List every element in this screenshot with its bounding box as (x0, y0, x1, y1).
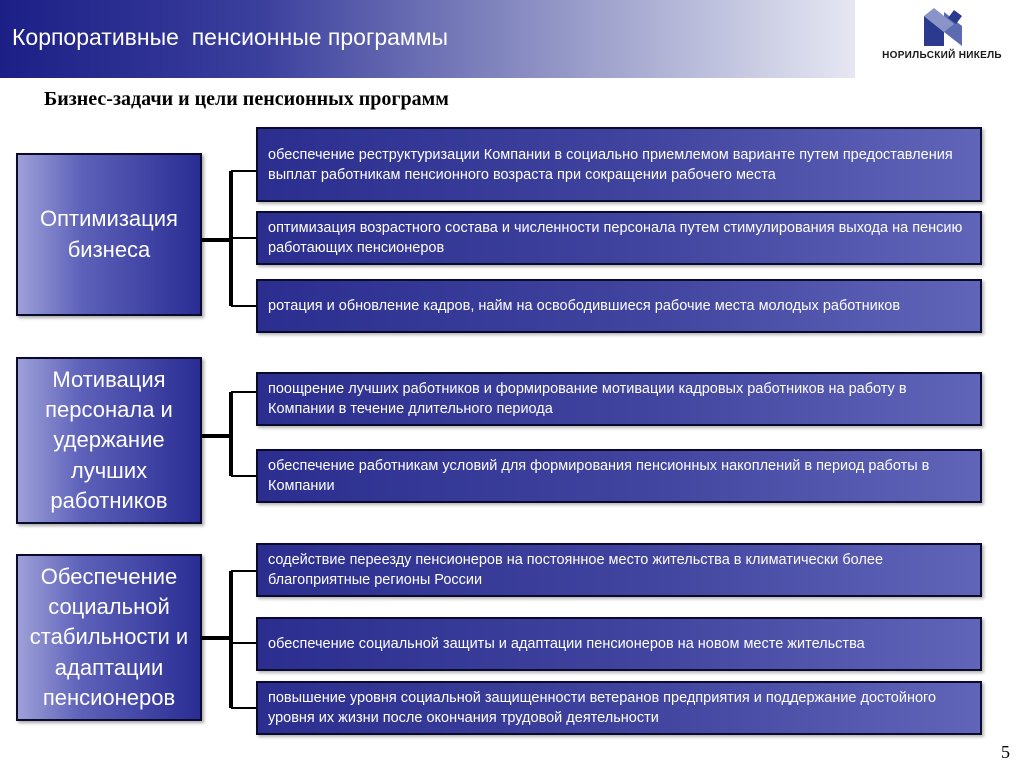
category-staff-motivation (16, 357, 202, 524)
goal-box: содействие переезду пенсионеров на постоянное место жительства в климатически более благоприятные регионы России (256, 543, 982, 597)
goal-box: повышение уровня социальной защищенности ветеранов предприятия и поддержание достойного уровня их жизни после окончания трудовой деятельности (256, 681, 982, 735)
category-label: Мотивация персонала и удержание лучших работников (45, 366, 173, 514)
logo-text: НОРИЛЬСКИЙ НИКЕЛЬ (882, 50, 1002, 61)
category-social-stability (16, 554, 202, 721)
goal-box: обеспечение работникам условий для формирования пенсионных накоплений в период работы в Компании (256, 449, 982, 503)
goal-box: поощрение лучших работников и формирование мотивации кадровых работников на работу в Компании в течение длительного периода (256, 372, 982, 426)
category-label: Обеспечение социальной стабильности и адаптации пенсионеров (29, 563, 189, 711)
goal-box: обеспечение социальной защиты и адаптации пенсионеров на новом месте жительства (256, 617, 982, 671)
goal-box: оптимизация возрастного состава и численности персонала путем стимулирования выхода на пенсию работающих пенсионеров (256, 211, 982, 265)
category-business-optimization (16, 153, 202, 316)
page-title: Корпоративные пенсионные программы (12, 24, 449, 50)
slide-subtitle: Бизнес-задачи и цели пенсионных программ (44, 88, 449, 110)
category-label: Оптимизация бизнеса (40, 206, 178, 262)
goal-box: обеспечение реструктуризации Компании в социально приемлемом варианте путем предоставления выплат работникам пенсионного возраста при сокращении рабочего места (256, 127, 982, 202)
goal-box: ротация и обновление кадров, найм на освободившиеся рабочие места молодых работников (256, 279, 982, 333)
page-number: 5 (1001, 742, 1010, 762)
